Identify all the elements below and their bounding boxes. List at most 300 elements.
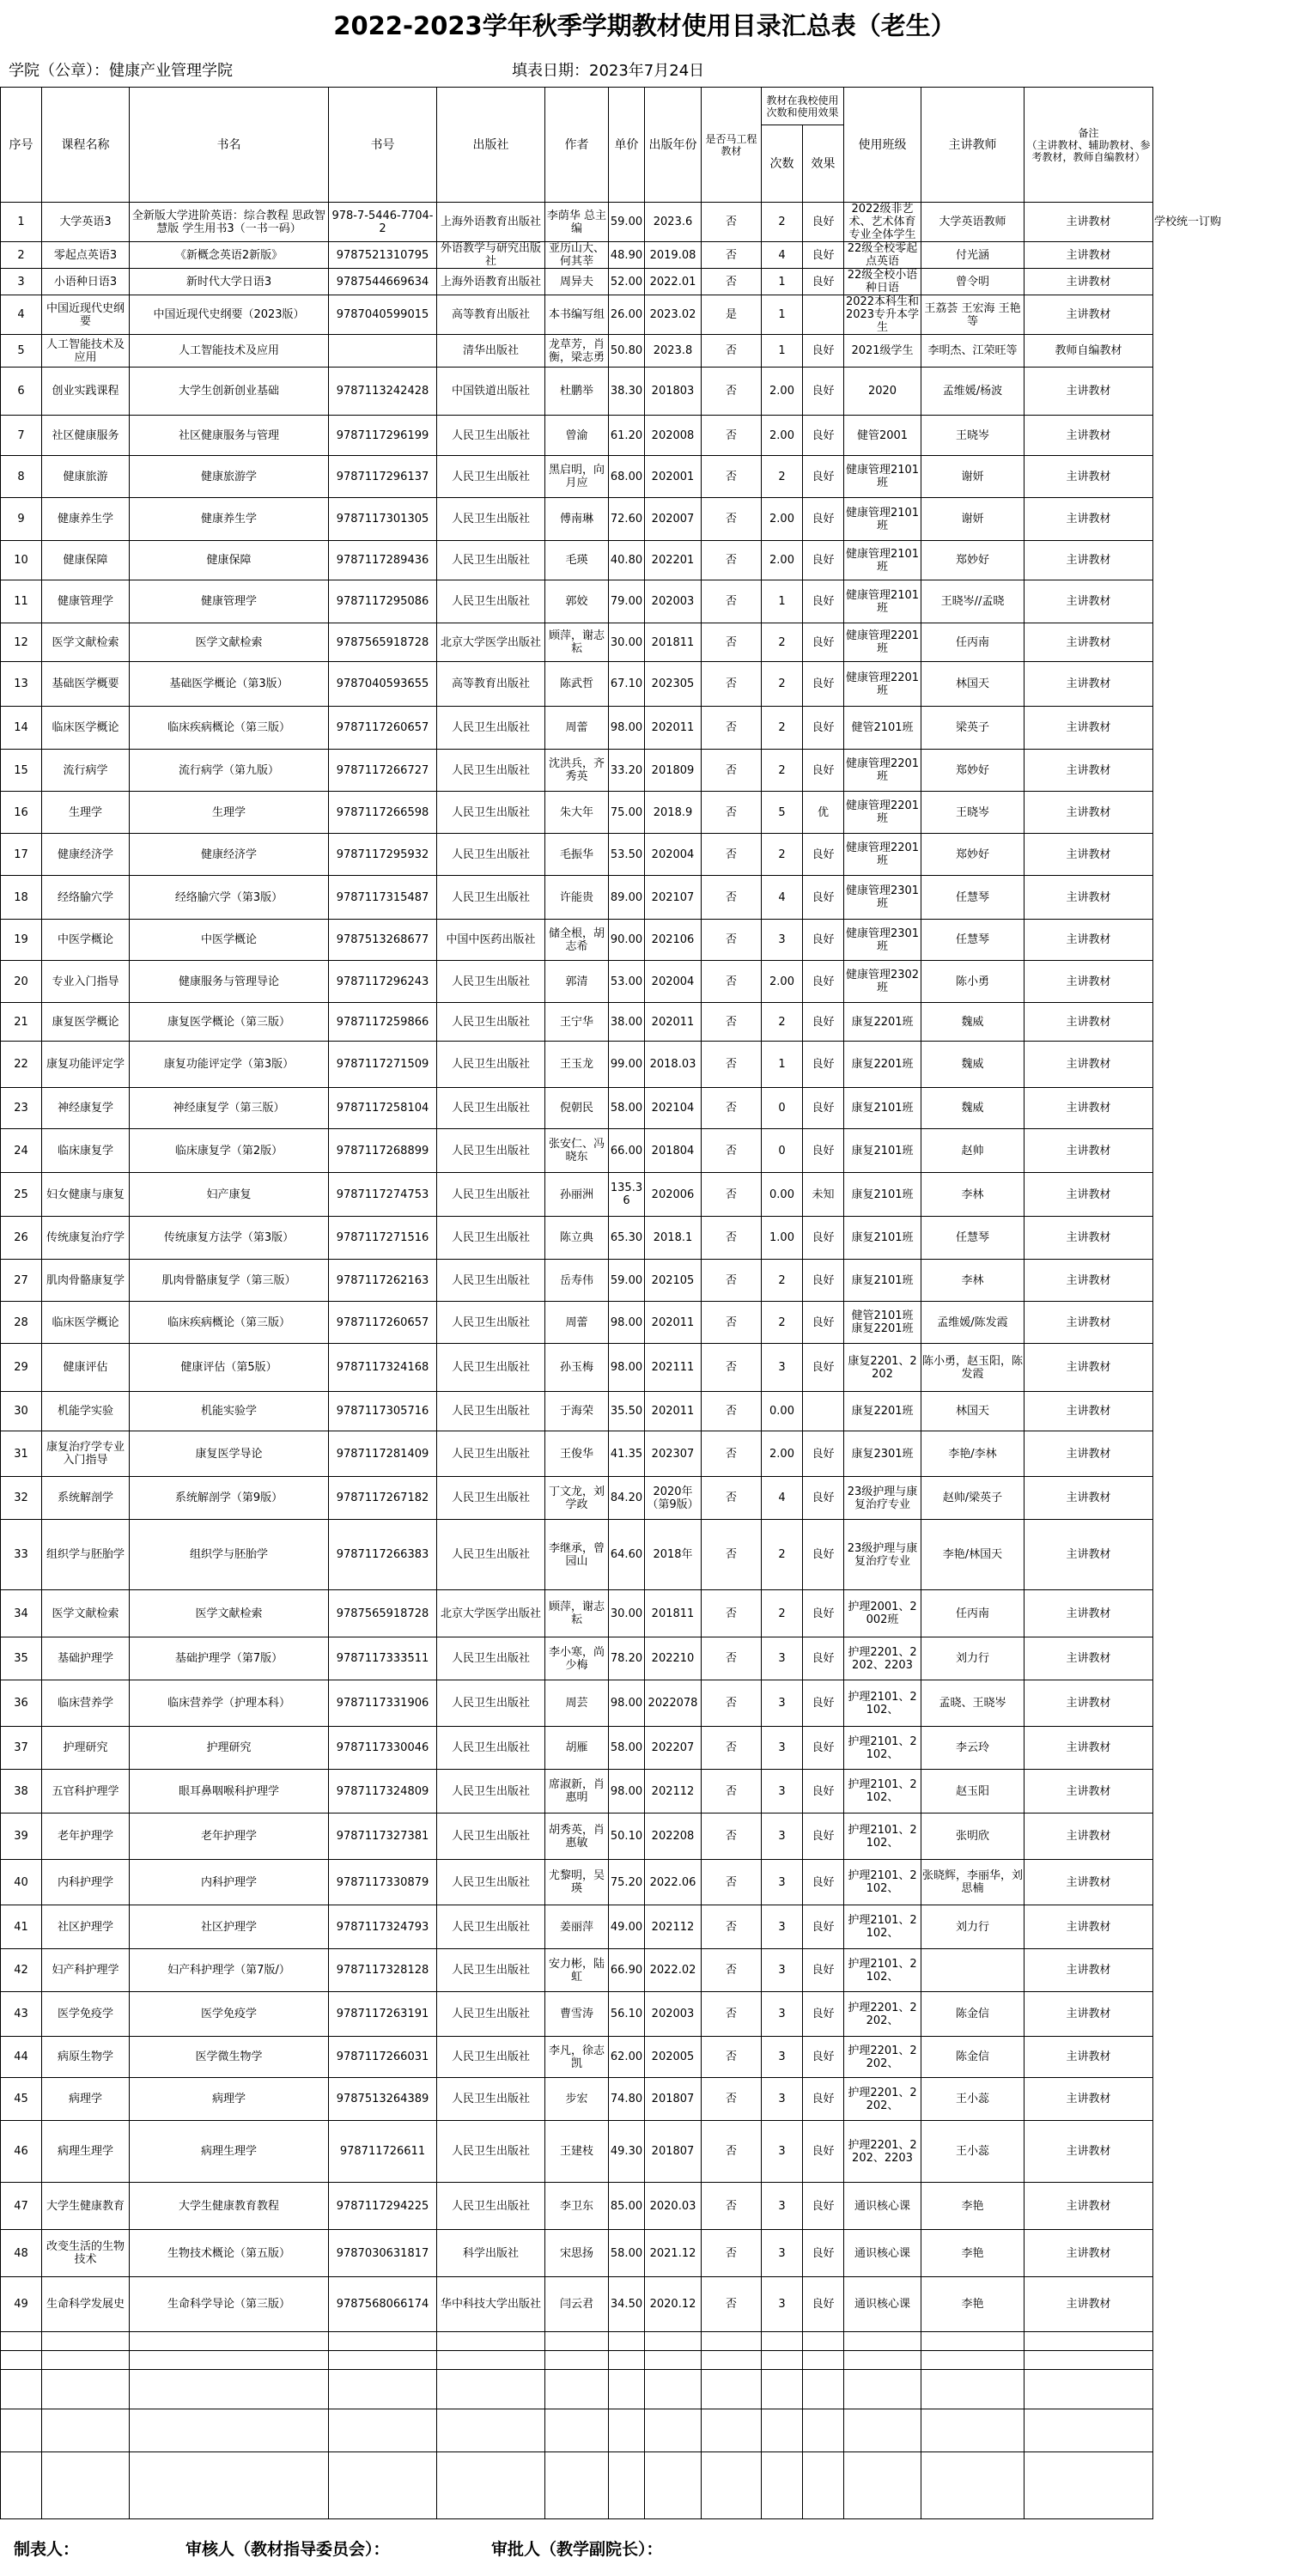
row-publisher: 人民卫生出版社 bbox=[437, 1302, 545, 1344]
row-note: 主讲教材 bbox=[1025, 1042, 1153, 1088]
row-mazhong: 否 bbox=[702, 1992, 762, 2037]
table-row bbox=[1, 2121, 1239, 2183]
row-extra-note bbox=[1153, 834, 1239, 876]
row-course: 社区护理学 bbox=[42, 1905, 130, 1949]
row-publisher: 高等教育出版社 bbox=[437, 295, 545, 335]
table-row bbox=[1, 2183, 1239, 2230]
row-isbn: 9787117266031 bbox=[329, 2037, 437, 2078]
row-course: 护理研究 bbox=[42, 1727, 130, 1770]
row-extra-note bbox=[1153, 1302, 1239, 1344]
row-note: 主讲教材 bbox=[1025, 961, 1153, 1003]
row-no: 49 bbox=[1, 2277, 42, 2332]
college-label: 学院（公章）：健康产业管理学院 bbox=[9, 62, 233, 80]
table-row bbox=[1, 242, 1239, 269]
row-price: 66.90 bbox=[609, 1949, 645, 1992]
row-price: 33.20 bbox=[609, 750, 645, 792]
row-publisher: 人民卫生出版社 bbox=[437, 456, 545, 498]
row-teacher: 郑妙好 bbox=[921, 750, 1025, 792]
row-author: 傅南琳 bbox=[545, 498, 609, 541]
row-effect: 良好 bbox=[803, 1003, 844, 1042]
row-isbn: 978711726611 bbox=[329, 2121, 437, 2183]
row-mazhong: 否 bbox=[702, 416, 762, 456]
row-class: 康复2101班 bbox=[844, 1129, 921, 1173]
row-effect: 良好 bbox=[803, 580, 844, 623]
row-year: 2021.12 bbox=[645, 2230, 702, 2277]
col-header-publisher: 出版社 bbox=[437, 88, 545, 203]
row-times: 3 bbox=[762, 1344, 803, 1392]
row-price: 48.90 bbox=[609, 242, 645, 269]
row-book: 传统康复方法学（第3版） bbox=[130, 1217, 329, 1260]
row-effect: 良好 bbox=[803, 623, 844, 662]
row-effect: 良好 bbox=[803, 1088, 844, 1129]
row-price: 30.00 bbox=[609, 1590, 645, 1637]
row-no: 25 bbox=[1, 1173, 42, 1217]
row-mazhong: 否 bbox=[702, 961, 762, 1003]
row-effect: 良好 bbox=[803, 1814, 844, 1860]
row-times: 2 bbox=[762, 834, 803, 876]
row-note: 主讲教材 bbox=[1025, 792, 1153, 834]
row-isbn bbox=[329, 335, 437, 368]
row-year: 202104 bbox=[645, 1088, 702, 1129]
row-author: 胡雁 bbox=[545, 1727, 609, 1770]
row-price: 52.00 bbox=[609, 269, 645, 295]
row-isbn: 9787117267182 bbox=[329, 1477, 437, 1520]
row-publisher: 人民卫生出版社 bbox=[437, 1173, 545, 1217]
row-course: 康复功能评定学 bbox=[42, 1042, 130, 1088]
row-times: 1 bbox=[762, 580, 803, 623]
row-year: 201811 bbox=[645, 1590, 702, 1637]
table-row bbox=[1, 541, 1239, 580]
row-mazhong: 否 bbox=[702, 662, 762, 707]
row-extra-note bbox=[1153, 1088, 1239, 1129]
row-publisher: 人民卫生出版社 bbox=[437, 1129, 545, 1173]
row-extra-note bbox=[1153, 1905, 1239, 1949]
row-extra-note bbox=[1153, 1520, 1239, 1590]
row-course: 病理生理学 bbox=[42, 2121, 130, 2183]
row-extra-note bbox=[1153, 498, 1239, 541]
row-publisher: 人民卫生出版社 bbox=[437, 792, 545, 834]
row-year: 202011 bbox=[645, 1003, 702, 1042]
row-course: 大学英语3 bbox=[42, 203, 130, 242]
row-note: 主讲教材 bbox=[1025, 1770, 1153, 1814]
row-price: 79.00 bbox=[609, 580, 645, 623]
row-mazhong: 否 bbox=[702, 1302, 762, 1344]
row-teacher: 李云玲 bbox=[921, 1727, 1025, 1770]
row-times: 3 bbox=[762, 2183, 803, 2230]
row-course: 生命科学发展史 bbox=[42, 2277, 130, 2332]
col-header-mazhong: 是否马工程教材 bbox=[702, 88, 762, 203]
row-effect: 良好 bbox=[803, 541, 844, 580]
table-row bbox=[1, 750, 1239, 792]
row-effect: 良好 bbox=[803, 1637, 844, 1680]
row-no: 34 bbox=[1, 1590, 42, 1637]
table-row bbox=[1, 498, 1239, 541]
row-course: 机能学实验 bbox=[42, 1392, 130, 1431]
row-year: 2022.06 bbox=[645, 1860, 702, 1905]
row-mazhong: 否 bbox=[702, 1477, 762, 1520]
table-row bbox=[1, 876, 1239, 920]
row-effect: 良好 bbox=[803, 1770, 844, 1814]
row-book: 医学免疫学 bbox=[130, 1992, 329, 2037]
row-mazhong: 否 bbox=[702, 498, 762, 541]
row-effect: 良好 bbox=[803, 368, 844, 416]
row-times: 3 bbox=[762, 1680, 803, 1727]
row-extra-note bbox=[1153, 416, 1239, 456]
row-author: 陈立典 bbox=[545, 1217, 609, 1260]
row-note: 主讲教材 bbox=[1025, 1905, 1153, 1949]
row-mazhong: 否 bbox=[702, 1431, 762, 1477]
row-author: 龙草芳，肖衡，梁志勇 bbox=[545, 335, 609, 368]
row-book: 康复医学概论（第三版） bbox=[130, 1003, 329, 1042]
row-note: 主讲教材 bbox=[1025, 623, 1153, 662]
row-extra-note bbox=[1153, 920, 1239, 961]
row-no: 6 bbox=[1, 368, 42, 416]
fill-date-label: 填表日期：2023年7月24日 bbox=[512, 62, 705, 80]
row-book: 医学微生物学 bbox=[130, 2037, 329, 2078]
row-mazhong: 否 bbox=[702, 1949, 762, 1992]
row-author: 王宁华 bbox=[545, 1003, 609, 1042]
row-note: 主讲教材 bbox=[1025, 242, 1153, 269]
row-isbn: 9787117324809 bbox=[329, 1770, 437, 1814]
row-times: 3 bbox=[762, 2277, 803, 2332]
row-effect: 良好 bbox=[803, 1992, 844, 2037]
row-class: 护理2101、2102、 bbox=[844, 1949, 921, 1992]
row-mazhong: 否 bbox=[702, 2277, 762, 2332]
row-mazhong: 否 bbox=[702, 1173, 762, 1217]
row-isbn: 9787117271516 bbox=[329, 1217, 437, 1260]
row-price: 75.00 bbox=[609, 792, 645, 834]
row-mazhong: 否 bbox=[702, 1088, 762, 1129]
row-no: 15 bbox=[1, 750, 42, 792]
row-year: 201803 bbox=[645, 368, 702, 416]
row-times: 2.00 bbox=[762, 416, 803, 456]
row-times: 3 bbox=[762, 2230, 803, 2277]
row-teacher: 任慧琴 bbox=[921, 1217, 1025, 1260]
row-no: 39 bbox=[1, 1814, 42, 1860]
table-row bbox=[1, 368, 1239, 416]
row-course: 临床营养学 bbox=[42, 1680, 130, 1727]
row-no: 29 bbox=[1, 1344, 42, 1392]
row-publisher: 人民卫生出版社 bbox=[437, 416, 545, 456]
row-mazhong: 否 bbox=[702, 1905, 762, 1949]
row-book: 妇产科护理学（第7版/） bbox=[130, 1949, 329, 1992]
row-teacher: 林国天 bbox=[921, 662, 1025, 707]
row-effect: 良好 bbox=[803, 961, 844, 1003]
table-row bbox=[1, 1814, 1239, 1860]
row-course: 临床医学概论 bbox=[42, 1302, 130, 1344]
row-author: 朱大年 bbox=[545, 792, 609, 834]
row-mazhong: 否 bbox=[702, 1727, 762, 1770]
row-isbn: 9787117295932 bbox=[329, 834, 437, 876]
row-price: 98.00 bbox=[609, 1302, 645, 1344]
row-no: 5 bbox=[1, 335, 42, 368]
row-course: 改变生活的生物技术 bbox=[42, 2230, 130, 2277]
row-publisher: 人民卫生出版社 bbox=[437, 1905, 545, 1949]
row-effect: 良好 bbox=[803, 2230, 844, 2277]
row-book: 眼耳鼻咽喉科护理学 bbox=[130, 1770, 329, 1814]
table-row bbox=[1, 1860, 1239, 1905]
row-no: 32 bbox=[1, 1477, 42, 1520]
row-publisher: 外语教学与研究出版社 bbox=[437, 242, 545, 269]
row-publisher: 北京大学医学出版社 bbox=[437, 1590, 545, 1637]
row-class: 22级全校零起点英语 bbox=[844, 242, 921, 269]
row-isbn: 978-7-5446-7704-2 bbox=[329, 203, 437, 242]
row-times: 1.00 bbox=[762, 1217, 803, 1260]
row-extra-note bbox=[1153, 580, 1239, 623]
row-year: 2019.08 bbox=[645, 242, 702, 269]
row-extra-note bbox=[1153, 2121, 1239, 2183]
row-times: 2.00 bbox=[762, 541, 803, 580]
row-times: 2.00 bbox=[762, 961, 803, 1003]
row-no: 42 bbox=[1, 1949, 42, 1992]
row-effect: 良好 bbox=[803, 662, 844, 707]
row-book: 神经康复学（第三版） bbox=[130, 1088, 329, 1129]
textbook-table bbox=[0, 87, 1239, 2519]
row-year: 202307 bbox=[645, 1431, 702, 1477]
row-mazhong: 是 bbox=[702, 295, 762, 335]
row-class: 健康管理2302班 bbox=[844, 961, 921, 1003]
empty-row bbox=[1, 2370, 1239, 2409]
row-class: 健康管理2201班 bbox=[844, 834, 921, 876]
row-teacher: 赵帅 bbox=[921, 1129, 1025, 1173]
row-note: 主讲教材 bbox=[1025, 269, 1153, 295]
row-book: 机能实验学 bbox=[130, 1392, 329, 1431]
row-year: 201811 bbox=[645, 623, 702, 662]
row-teacher: 李明杰、江荣旺等 bbox=[921, 335, 1025, 368]
row-price: 58.00 bbox=[609, 2230, 645, 2277]
row-year: 202004 bbox=[645, 834, 702, 876]
row-price: 41.35 bbox=[609, 1431, 645, 1477]
row-mazhong: 否 bbox=[702, 2121, 762, 2183]
row-extra-note bbox=[1153, 456, 1239, 498]
row-note: 主讲教材 bbox=[1025, 920, 1153, 961]
row-note: 主讲教材 bbox=[1025, 750, 1153, 792]
row-price: 62.00 bbox=[609, 2037, 645, 2078]
row-isbn: 9787117333511 bbox=[329, 1637, 437, 1680]
row-no: 45 bbox=[1, 2078, 42, 2121]
row-class: 护理2201、2202、 bbox=[844, 2078, 921, 2121]
row-note: 主讲教材 bbox=[1025, 1477, 1153, 1520]
row-price: 98.00 bbox=[609, 707, 645, 750]
row-publisher: 人民卫生出版社 bbox=[437, 580, 545, 623]
row-effect: 良好 bbox=[803, 203, 844, 242]
row-author: 李小寒，尚少梅 bbox=[545, 1637, 609, 1680]
row-year: 2022.02 bbox=[645, 1949, 702, 1992]
row-book: 医学文献检索 bbox=[130, 1590, 329, 1637]
row-author: 王建枝 bbox=[545, 2121, 609, 2183]
row-course: 生理学 bbox=[42, 792, 130, 834]
row-price: 58.00 bbox=[609, 1727, 645, 1770]
row-price: 135.36 bbox=[609, 1173, 645, 1217]
row-book: 社区健康服务与管理 bbox=[130, 416, 329, 456]
row-course: 创业实践课程 bbox=[42, 368, 130, 416]
row-publisher: 人民卫生出版社 bbox=[437, 1520, 545, 1590]
row-teacher: 孟维媛/陈发霞 bbox=[921, 1302, 1025, 1344]
row-times: 5 bbox=[762, 792, 803, 834]
row-author: 杜鹏举 bbox=[545, 368, 609, 416]
row-times: 3 bbox=[762, 920, 803, 961]
row-publisher: 人民卫生出版社 bbox=[437, 750, 545, 792]
row-no: 10 bbox=[1, 541, 42, 580]
row-note: 教师自编教材 bbox=[1025, 335, 1153, 368]
row-effect: 良好 bbox=[803, 2121, 844, 2183]
row-course: 传统康复治疗学 bbox=[42, 1217, 130, 1260]
row-author: 岳寿伟 bbox=[545, 1260, 609, 1302]
row-teacher bbox=[921, 1949, 1025, 1992]
row-publisher: 中国铁道出版社 bbox=[437, 368, 545, 416]
row-course: 健康经济学 bbox=[42, 834, 130, 876]
row-note: 主讲教材 bbox=[1025, 203, 1153, 242]
row-no: 31 bbox=[1, 1431, 42, 1477]
row-mazhong: 否 bbox=[702, 2183, 762, 2230]
row-class: 健康管理2101班 bbox=[844, 456, 921, 498]
row-extra-note bbox=[1153, 1727, 1239, 1770]
row-price: 98.00 bbox=[609, 1680, 645, 1727]
row-publisher: 人民卫生出版社 bbox=[437, 2121, 545, 2183]
row-author: 席淑新，肖惠明 bbox=[545, 1770, 609, 1814]
row-price: 53.00 bbox=[609, 961, 645, 1003]
row-author: 闫云君 bbox=[545, 2277, 609, 2332]
row-no: 18 bbox=[1, 876, 42, 920]
row-course: 五官科护理学 bbox=[42, 1770, 130, 1814]
empty-row bbox=[1, 2332, 1239, 2351]
row-course: 健康保障 bbox=[42, 541, 130, 580]
row-mazhong: 否 bbox=[702, 203, 762, 242]
row-no: 35 bbox=[1, 1637, 42, 1680]
row-book: 老年护理学 bbox=[130, 1814, 329, 1860]
row-teacher: 郑妙好 bbox=[921, 541, 1025, 580]
row-author: 王玉龙 bbox=[545, 1042, 609, 1088]
row-isbn: 9787117295086 bbox=[329, 580, 437, 623]
row-extra-note bbox=[1153, 1949, 1239, 1992]
row-extra-note bbox=[1153, 1770, 1239, 1814]
row-teacher: 大学英语教师 bbox=[921, 203, 1025, 242]
row-note: 主讲教材 bbox=[1025, 662, 1153, 707]
row-book: 经络腧穴学（第3版） bbox=[130, 876, 329, 920]
row-book: 健康旅游学 bbox=[130, 456, 329, 498]
row-no: 9 bbox=[1, 498, 42, 541]
row-class: 康复2201、2202 bbox=[844, 1344, 921, 1392]
row-extra-note bbox=[1153, 792, 1239, 834]
row-note: 主讲教材 bbox=[1025, 2078, 1153, 2121]
row-extra-note: 学校统一订购 bbox=[1154, 216, 1222, 228]
table-row bbox=[1, 1392, 1239, 1431]
row-book: 大学生创新创业基础 bbox=[130, 368, 329, 416]
row-price: 49.00 bbox=[609, 1905, 645, 1949]
row-price: 99.00 bbox=[609, 1042, 645, 1088]
row-extra-note bbox=[1153, 1860, 1239, 1905]
row-year: 2020.12 bbox=[645, 2277, 702, 2332]
row-author: 丁文龙，刘学政 bbox=[545, 1477, 609, 1520]
row-course: 医学免疫学 bbox=[42, 1992, 130, 2037]
row-author: 李凡，徐志凯 bbox=[545, 2037, 609, 2078]
row-mazhong: 否 bbox=[702, 1680, 762, 1727]
row-no: 17 bbox=[1, 834, 42, 876]
row-class: 护理2101、2102、 bbox=[844, 1860, 921, 1905]
row-publisher: 人民卫生出版社 bbox=[437, 1680, 545, 1727]
row-teacher: 谢妍 bbox=[921, 498, 1025, 541]
row-mazhong: 否 bbox=[702, 750, 762, 792]
row-effect: 优 bbox=[803, 792, 844, 834]
row-class: 康复2201班 bbox=[844, 1003, 921, 1042]
row-book: 临床疾病概论（第三版） bbox=[130, 1302, 329, 1344]
row-extra-note bbox=[1153, 2037, 1239, 2078]
row-extra-note bbox=[1153, 1431, 1239, 1477]
row-book: 临床康复学（第2版） bbox=[130, 1129, 329, 1173]
col-header-times: 次数 bbox=[762, 125, 803, 203]
row-effect: 良好 bbox=[803, 1260, 844, 1302]
row-price: 59.00 bbox=[609, 203, 645, 242]
row-book: 健康经济学 bbox=[130, 834, 329, 876]
table-row bbox=[1, 707, 1239, 750]
col-header-note: 备注 （主讲教材、辅助教材、参考教材，教师自编教材） bbox=[1025, 88, 1153, 203]
table-row bbox=[1, 269, 1239, 295]
row-effect: 良好 bbox=[803, 1477, 844, 1520]
row-extra-note bbox=[1153, 242, 1239, 269]
row-publisher: 人民卫生出版社 bbox=[437, 1344, 545, 1392]
row-author: 郭清 bbox=[545, 961, 609, 1003]
row-year: 202210 bbox=[645, 1637, 702, 1680]
row-isbn: 9787117258104 bbox=[329, 1088, 437, 1129]
table-row bbox=[1, 2230, 1239, 2277]
row-note: 主讲教材 bbox=[1025, 1431, 1153, 1477]
table-row bbox=[1, 1302, 1239, 1344]
row-publisher: 人民卫生出版社 bbox=[437, 1042, 545, 1088]
row-no: 16 bbox=[1, 792, 42, 834]
row-author: 安力彬，陆虹 bbox=[545, 1949, 609, 1992]
row-extra-note bbox=[1153, 2230, 1239, 2277]
row-book: 大学生健康教育教程 bbox=[130, 2183, 329, 2230]
table-row bbox=[1, 1003, 1239, 1042]
row-no: 8 bbox=[1, 456, 42, 498]
row-mazhong: 否 bbox=[702, 1344, 762, 1392]
row-course: 神经康复学 bbox=[42, 1088, 130, 1129]
row-publisher: 高等教育出版社 bbox=[437, 662, 545, 707]
row-mazhong: 否 bbox=[702, 242, 762, 269]
row-publisher: 人民卫生出版社 bbox=[437, 2037, 545, 2078]
table-row bbox=[1, 456, 1239, 498]
row-mazhong: 否 bbox=[702, 920, 762, 961]
row-author: 储全根，胡志希 bbox=[545, 920, 609, 961]
row-year: 2018年 bbox=[645, 1520, 702, 1590]
table-row bbox=[1, 623, 1239, 662]
row-book: 中医学概论 bbox=[130, 920, 329, 961]
row-no: 38 bbox=[1, 1770, 42, 1814]
row-class: 2022级非艺术、艺术体育专业全体学生 bbox=[844, 203, 921, 242]
table-row bbox=[1, 2277, 1239, 2332]
row-book: 肌肉骨骼康复学（第三版） bbox=[130, 1260, 329, 1302]
row-mazhong: 否 bbox=[702, 456, 762, 498]
row-class: 康复2101班 bbox=[844, 1260, 921, 1302]
row-year: 202001 bbox=[645, 456, 702, 498]
table-row bbox=[1, 834, 1239, 876]
row-times: 2.00 bbox=[762, 1431, 803, 1477]
row-book: 康复功能评定学（第3版） bbox=[130, 1042, 329, 1088]
row-mazhong: 否 bbox=[702, 368, 762, 416]
table-row bbox=[1, 580, 1239, 623]
row-author: 周蕾 bbox=[545, 1302, 609, 1344]
col-header-no: 序号 bbox=[1, 88, 42, 203]
row-publisher: 人民卫生出版社 bbox=[437, 498, 545, 541]
row-year: 202005 bbox=[645, 2037, 702, 2078]
empty-row bbox=[1, 2409, 1239, 2452]
row-times: 0.00 bbox=[762, 1173, 803, 1217]
row-times: 2.00 bbox=[762, 498, 803, 541]
row-isbn: 9787117260657 bbox=[329, 707, 437, 750]
row-class: 健康管理2101班 bbox=[844, 580, 921, 623]
row-publisher: 人民卫生出版社 bbox=[437, 1814, 545, 1860]
row-mazhong: 否 bbox=[702, 707, 762, 750]
